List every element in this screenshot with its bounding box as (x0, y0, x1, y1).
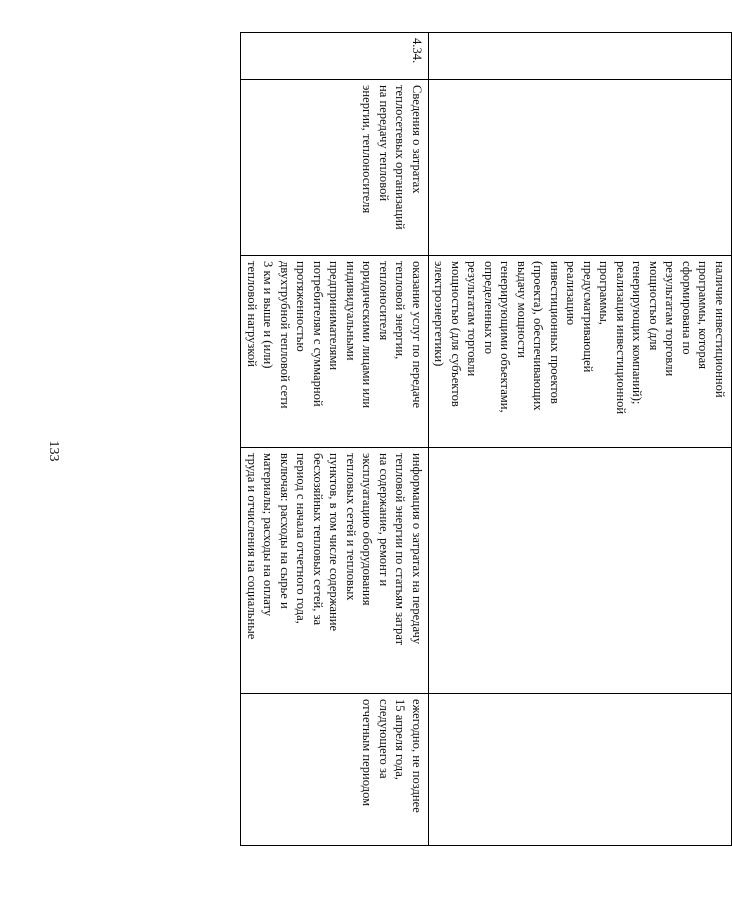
table-rotated-container (245, 32, 732, 845)
row-name-cell (429, 80, 732, 256)
table-row (241, 33, 429, 846)
row-information-cell: информация о затратах на передачу тепловой энергии по статьям затрат на содержание, ремонт и эксплуатацию оборудования тепловых сетей и тепловых пунктов, в том числе содержание бесхозяйных тепловых сетей, за период с начала отчетного года, включая: расходы на сырье и материалы; расходы на оплату труда и отчисления на социальные (241, 448, 429, 694)
disclosure-table (241, 32, 732, 846)
row-deadline-cell (429, 694, 732, 846)
row-number-cell (429, 33, 732, 80)
row-content-cell: наличие инвестиционной программы, которая сформирована по результатам торговли мощностью (для генерирующих компаний); реализация инвестиционной программы, предусматривающей реализацию инвестиционных проектов (проекта), обеспечивающих выдачу мощности генерирующими объектами, определенных по результатам торговли мощностью (для субъектов электроэнергетики) (429, 256, 732, 448)
table-row (429, 33, 732, 846)
row-name-cell: Сведения о затратах теплосетевых организаций на передачу тепловой энергии, теплоносителя (241, 80, 429, 256)
page-number: 133 (46, 440, 61, 462)
row-number-cell: 4.34. (241, 33, 429, 80)
row-content-cell: оказание услуг по передаче тепловой энергии, теплоносителя юридическими лицами или индивидуальными предпринимателями потребителям с суммарной протяженностью двухтрубной тепловой сети 3 км и выше и (или) тепловой нагрузкой (241, 256, 429, 448)
row-deadline-cell: ежегодно, не позднее 15 апреля года, следующего за отчетным периодом (241, 694, 429, 846)
row-information-cell (429, 448, 732, 694)
